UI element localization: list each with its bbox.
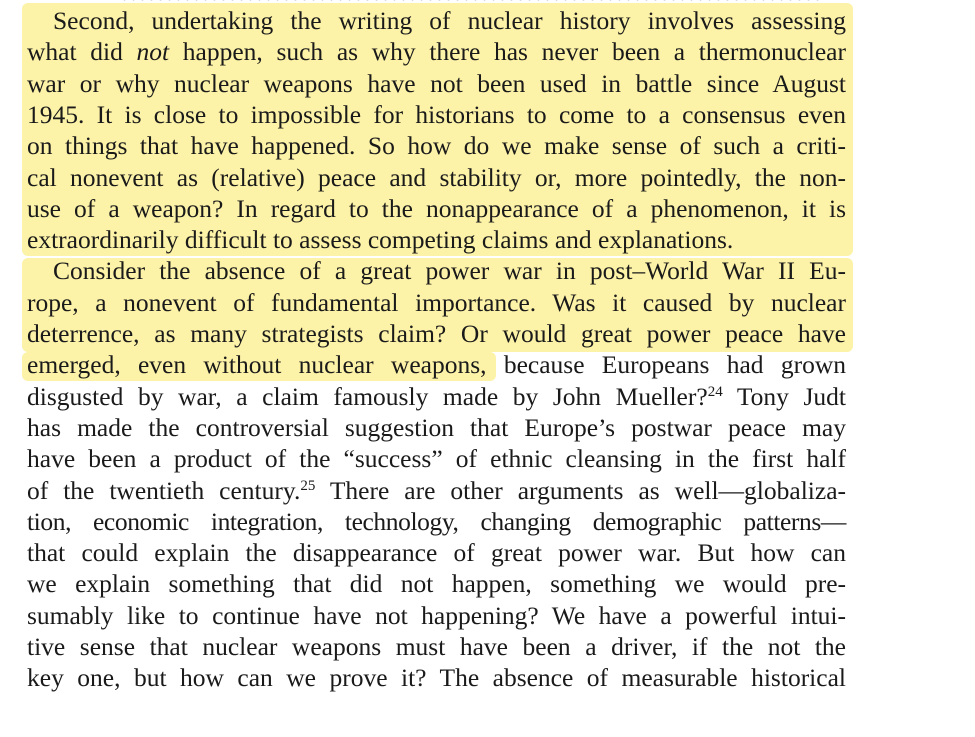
paragraph-2-line-8: of the twentieth century.$^{25}$ There are other arguments as well—globaliza-: [27, 475, 847, 505]
paragraph-1-line-3: war or why nuclear weapons have not been used in battle since August: [27, 68, 846, 98]
paragraph-1-line-2: what did not happen, such as why there has never been a thermonuclear: [27, 37, 846, 67]
highlighted-text: emerged, even without nuclear weapons,: [27, 350, 487, 380]
paragraph-1-line-7: use of a weapon? In regard to the nonappearance of a phenomenon, it is: [27, 193, 846, 223]
paragraph-2-line-4: emerged, even without nuclear weapons, because Europeans had grown: [27, 350, 846, 380]
emphasis-not: not: [136, 37, 170, 67]
paragraph-2-line-1: Consider the absence of a great power war in post–World War II Eu-: [53, 256, 846, 286]
paragraph-2-line-11: we explain something that did not happen, something we would pre-: [27, 569, 846, 599]
paragraph-2-line-6: has made the controversial suggestion that Europe’s postwar peace may: [27, 412, 846, 442]
paragraph-2-line-9: tion, economic integration, technology, changing demographic patterns—: [27, 506, 846, 536]
paragraph-2-line-10: that could explain the disappearance of great power war. But how can: [27, 538, 846, 568]
paragraph-2-line-3: deterrence, as many strategists claim? Or would great power peace have: [27, 319, 846, 348]
paragraph-2-line-2: rope, a nonevent of fundamental importance. Was it caused by nuclear: [27, 287, 846, 317]
paragraph-2-line-13: tive sense that nuclear weapons must have been a driver, if the not the: [27, 632, 846, 661]
paragraph-1-line-5: on things that have happened. So how do we make sense of such a criti-: [27, 131, 846, 161]
footnote-25: 25: [300, 477, 316, 494]
paragraph-1-line-4: 1945. It is close to impossible for historians to come to a consensus even: [27, 99, 846, 129]
paragraph-1-line-8: extraordinarily difficult to assess competing claims and explanations.: [27, 225, 734, 255]
paragraph-2-line-14: key one, but how can we prove it? The absence of measurable historical: [27, 663, 846, 693]
paragraph-1-line-1: Second, undertaking the writing of nuclear history involves assessing: [53, 6, 846, 35]
paragraph-1-line-6: cal nonevent as (relative) peace and stability or, more pointedly, the non-: [27, 162, 846, 192]
paragraph-2-line-12: sumably like to continue have not happening? We have a powerful intui-: [27, 600, 846, 630]
footnote-24: 24: [707, 383, 723, 400]
paragraph-2-line-7: have been a product of the “success” of ethnic cleansing in the first half: [27, 444, 846, 474]
paragraph-2-line-5: disgusted by war, a claim famously made by John Mueller?$^{24}$ Tony Judt: [27, 381, 846, 411]
